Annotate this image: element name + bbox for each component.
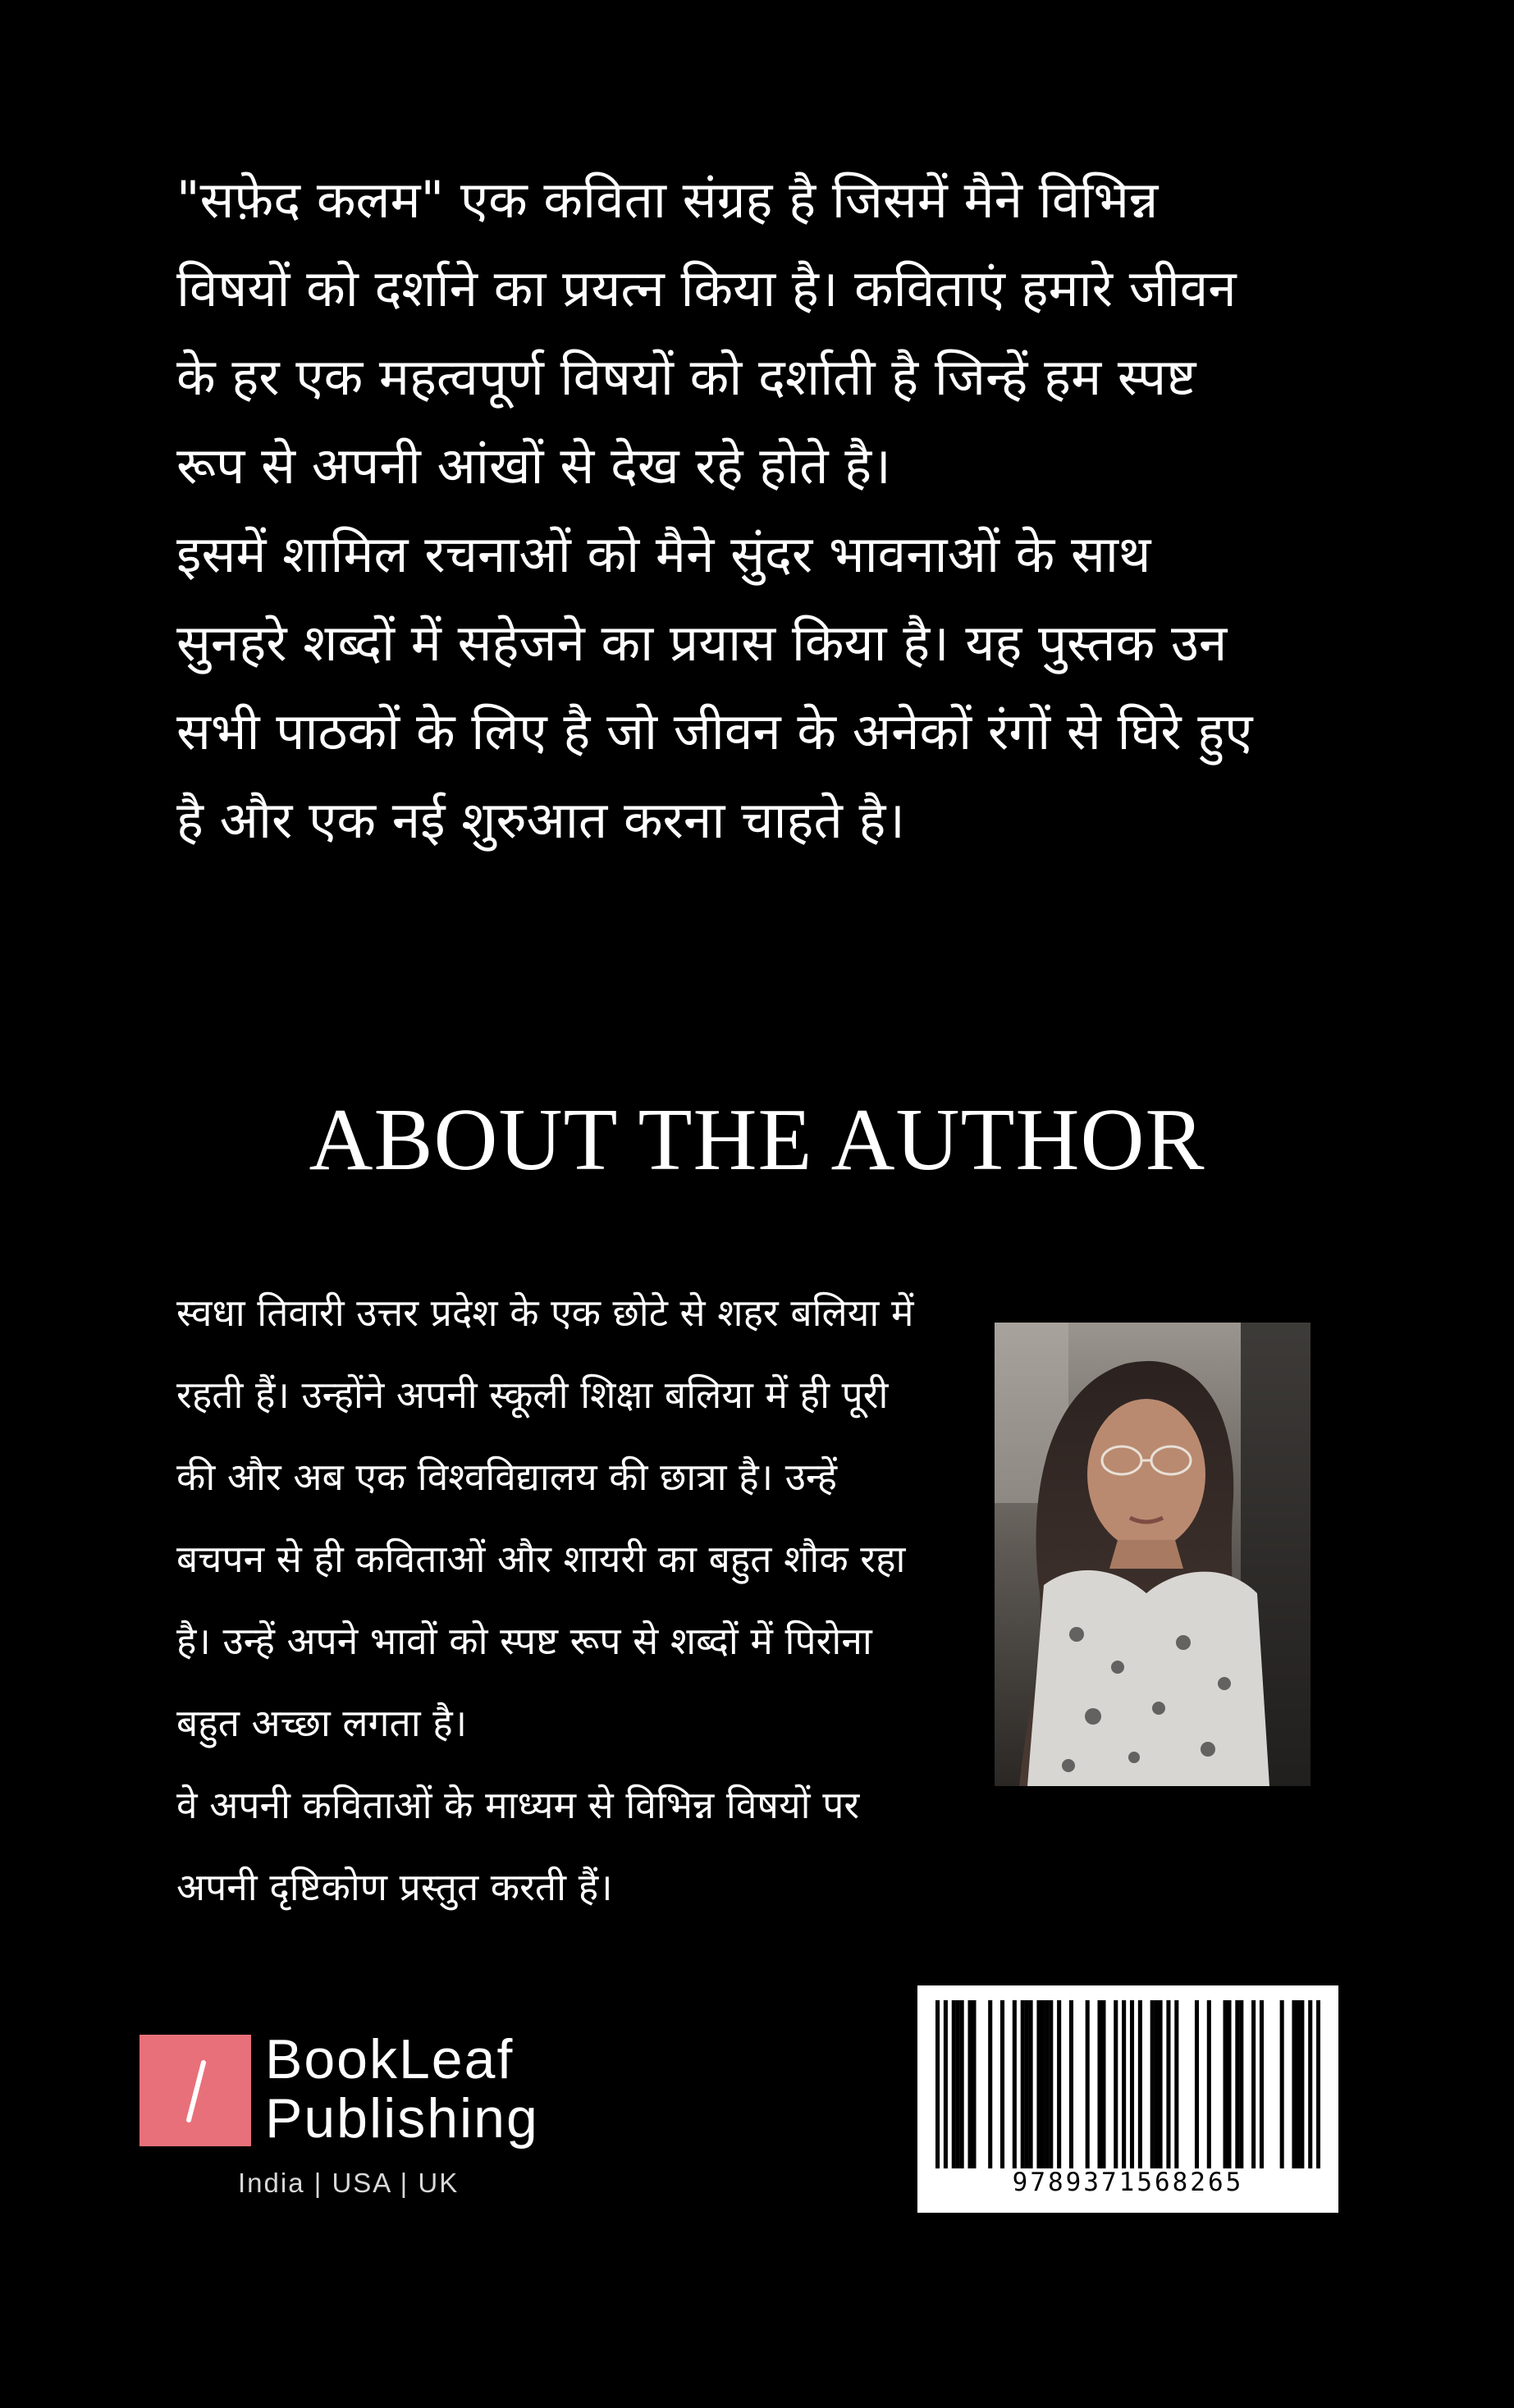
barcode-bar: [1122, 2000, 1126, 2168]
author-photo: [995, 1323, 1310, 1786]
barcode-bar: [1049, 2000, 1053, 2168]
barcode-bar: [1057, 2000, 1061, 2168]
barcode-bar: [1159, 2000, 1163, 2168]
blurb-paragraph: इसमें शामिल रचनाओं को मैने सुंदर भावनाओं के साथ सुनहरे शब्दों में सहेजने का प्रयास किया है। यह पुस्तक उन सभी पाठकों के लिए है जो जीवन के अनेकों रंगों से घिरे हुए है और एक नई शुरुआत करना चाहते है।: [176, 524, 1253, 850]
isbn-barcode: [917, 1985, 1338, 2213]
barcode-bar: [1086, 2000, 1090, 2168]
barcode-bar: [1029, 2000, 1033, 2168]
barcode-bar: [1021, 2000, 1025, 2168]
isbn-number: 9789371568265: [1012, 2168, 1244, 2197]
publisher-name-line-1: BookLeaf: [265, 2028, 515, 2090]
barcode-bars-icon: [935, 2000, 1320, 2168]
barcode-bar: [1036, 2000, 1041, 2168]
barcode-bar: [1251, 2000, 1256, 2168]
publisher-name-line-2: Publishing: [265, 2087, 539, 2150]
barcode-bar: [960, 2000, 964, 2168]
barcode-bar: [1138, 2000, 1142, 2168]
author-bio-paragraph: वे अपनी कविताओं के माध्यम से विभिन्न विषयों पर अपनी दृष्टिकोण प्रस्तुत करती हैं।: [176, 1783, 860, 1909]
barcode-bar: [1239, 2000, 1243, 2168]
barcode-bar: [1308, 2000, 1312, 2168]
about-the-author-heading: ABOUT THE AUTHOR: [309, 1091, 1205, 1189]
barcode-bar: [952, 2000, 956, 2168]
barcode-bar: [1195, 2000, 1199, 2168]
publisher-logo: [140, 2028, 583, 2198]
barcode-bar: [1097, 2000, 1101, 2168]
barcode-bar: [1224, 2000, 1228, 2168]
barcode-bar: [1000, 2000, 1004, 2168]
publisher-name: [265, 2030, 539, 2148]
barcode-bar: [1155, 2000, 1159, 2168]
barcode-bar: [1041, 2000, 1045, 2168]
barcode-bar: [1280, 2000, 1284, 2168]
slash-icon: [140, 2035, 251, 2146]
barcode-bar: [1069, 2000, 1073, 2168]
barcode-bar: [1114, 2000, 1118, 2168]
blurb-paragraph: "सफ़ेद कलम" एक कविता संग्रह है जिसमें मैने विभिन्न विषयों को दर्शाने का प्रयत्न किया है। कविताएं हमारे जीवन के हर एक महत्वपूर्ण विषयों को दर्शाती है जिन्हें हम स्पष्ट रूप से अपनी आंखों से देख रहे होते है।: [176, 170, 1237, 496]
barcode-bar: [1101, 2000, 1105, 2168]
barcode-bar: [1260, 2000, 1264, 2168]
publisher-regions: India | USA | UK: [238, 2168, 460, 2198]
author-bio-paragraph: स्वधा तिवारी उत्तर प्रदेश के एक छोटे से शहर बलिया में रहती हैं। उन्होंने अपनी स्कूली शिक्षा बलिया में ही पूरी की और अब एक विश्वविद्यालय की छात्रा है। उन्हें बचपन से ही कविताओं और शायरी का बहुत शौक रहा है। उन्हें अपने भावों को स्पष्ट रूप से शब्दों में पिरोना बहुत अच्छा लगता है।: [176, 1291, 914, 1745]
author-bio: [176, 1272, 931, 1928]
barcode-bar: [988, 2000, 992, 2168]
barcode-bar: [967, 2000, 972, 2168]
barcode-bar: [1227, 2000, 1231, 2168]
barcode-bar: [1013, 2000, 1017, 2168]
barcode-bar: [1207, 2000, 1211, 2168]
barcode-bar: [1150, 2000, 1155, 2168]
barcode-bar: [935, 2000, 940, 2168]
barcode-bar: [1292, 2000, 1296, 2168]
barcode-bar: [956, 2000, 960, 2168]
barcode-bar: [1174, 2000, 1178, 2168]
barcode-bar: [944, 2000, 948, 2168]
barcode-bar: [1045, 2000, 1049, 2168]
barcode-bar: [972, 2000, 976, 2168]
barcode-bar: [1235, 2000, 1239, 2168]
barcode-bar: [1025, 2000, 1029, 2168]
author-portrait-icon: [995, 1323, 1310, 1786]
back-cover-blurb: [176, 156, 1276, 865]
barcode-bar: [1296, 2000, 1300, 2168]
barcode-bar: [1130, 2000, 1134, 2168]
barcode-bar: [1166, 2000, 1170, 2168]
barcode-bar: [1300, 2000, 1304, 2168]
barcode-bar: [1316, 2000, 1320, 2168]
